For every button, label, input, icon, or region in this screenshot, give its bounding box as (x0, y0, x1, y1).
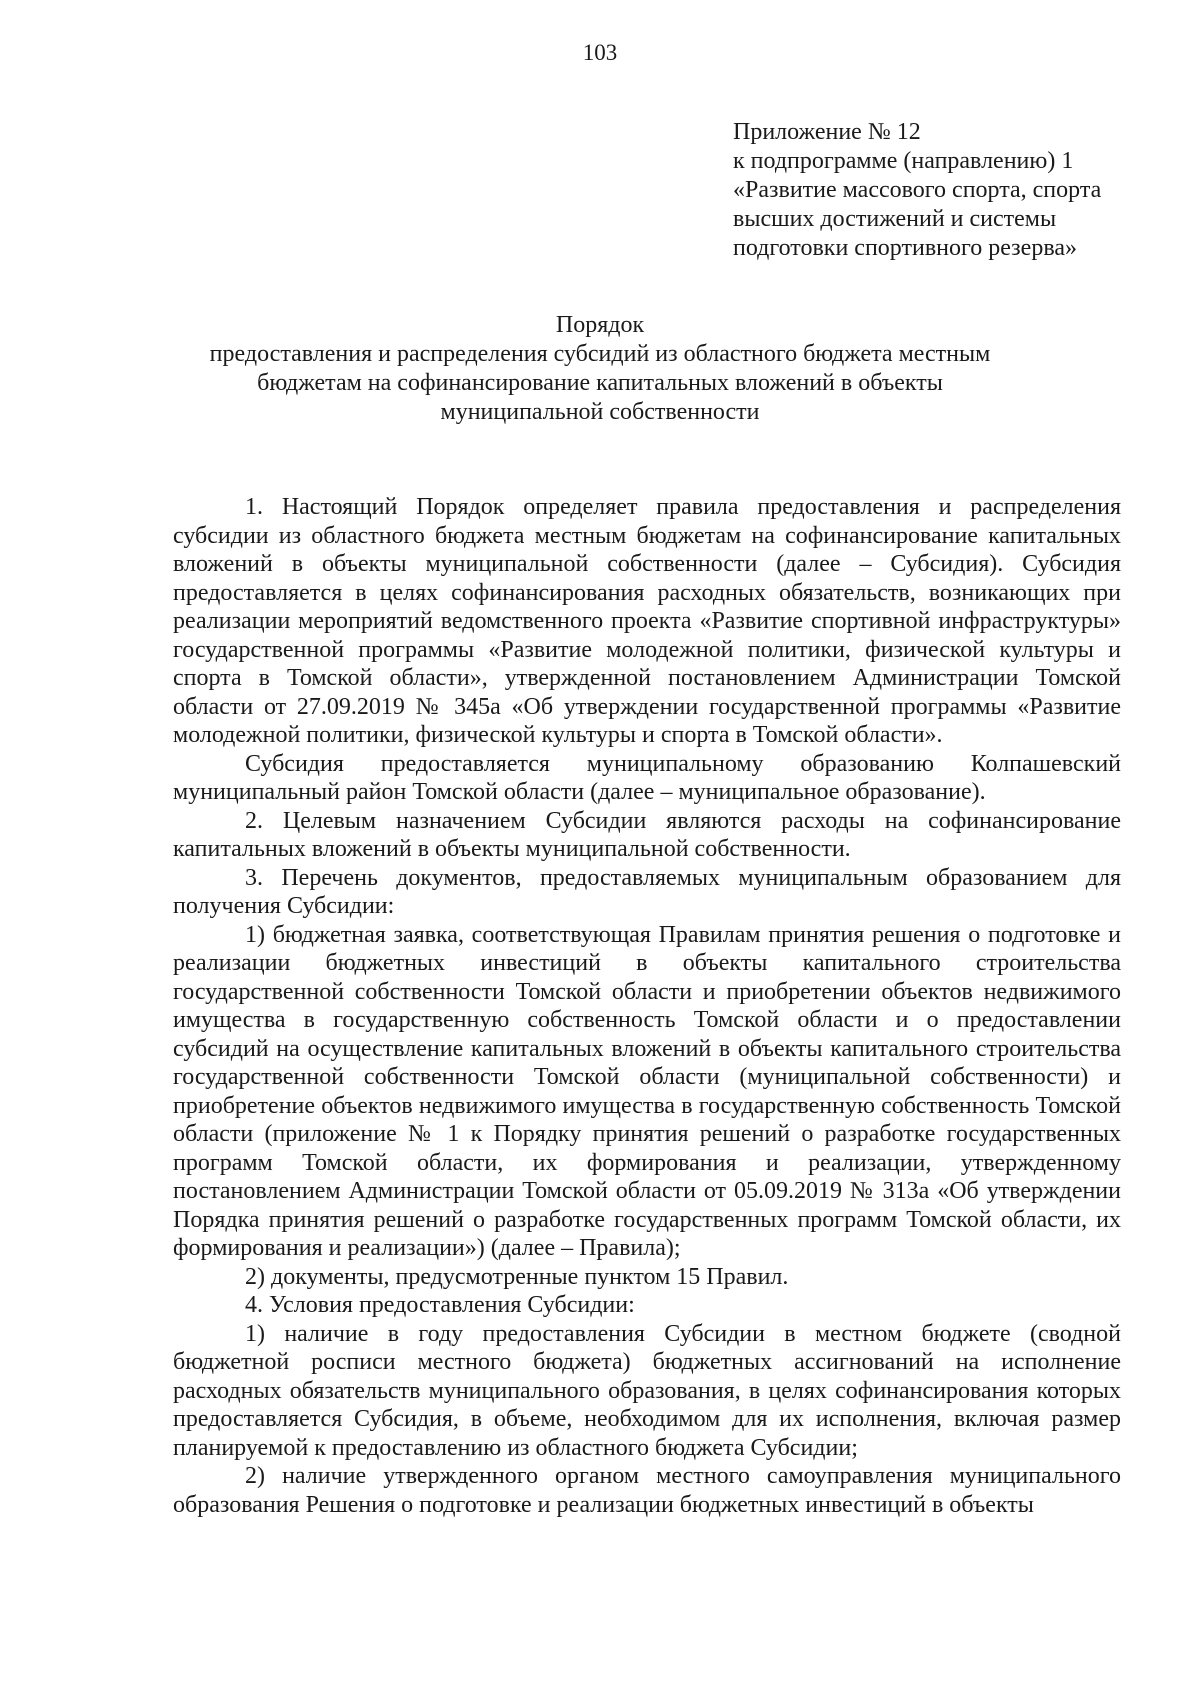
appendix-line: Приложение № 12 (733, 119, 921, 145)
document-body (173, 493, 1121, 1519)
title-line: предоставления и распределения субсидий из областного бюджета местным (209, 341, 991, 367)
appendix-line: к подпрограмме (направлению) 1 (733, 148, 1074, 174)
paragraph-4-item-2: 2) наличие утвержденного органом местного самоуправления муниципального образования Решения о подготовке и реализации бюджетных инвестиций в объекты (173, 1463, 1121, 1518)
paragraph-3-item-1: 1) бюджетная заявка, соответствующая Правилам принятия решения о подготовке и реализации бюджетных инвестиций в объекты капитального строительства государственной собственности Томской области и приобретении объектов недвижимого имущества в государственную собственность Томской области и о предоставлении субсидий на осуществление капитальных вложений в объекты капитального строительства государственной собственности Томской области (муниципальной собственности) и приобретение объектов недвижимого имущества в государственную собственность Томской области (приложение № 1 к Порядку принятия решений о разработке государственных программ Томской области, их формирования и реализации, утвержденному постановлением Администрации Томской области от 05.09.2019 № 313а «Об утверждении Порядка принятия решений о разработке государственных программ Томской области, их формирования и реализации») (далее – Правила); (173, 921, 1121, 1261)
document-title (0, 311, 1200, 427)
appendix-header (733, 118, 1153, 263)
paragraph-1: 1. Настоящий Порядок определяет правила предоставления и распределения субсидии из областного бюджета местным бюджетам на софинансирование капитальных вложений в объекты муниципальной собственности (далее – Субсидия). Субсидия предоставляется в целях софинансирования расходных обязательств, возникающих при реализации мероприятий ведомственного проекта «Развитие спортивной инфраструктуры» государственной программы «Развитие молодежной политики, физической культуры и спорта в Томской области», утвержденной постановлением Администрации Томской области от 27.09.2019 № 345а «Об утверждении государственной программы «Развитие молодежной политики, физической культуры и спорта в Томской области». (173, 494, 1121, 748)
paragraph-subsidy-recipient: Субсидия предоставляется муниципальному образованию Колпашевский муниципальный район Томской области (далее – муниципальное образование). (173, 750, 1121, 805)
paragraph-4-item-1: 1) наличие в году предоставления Субсидии в местном бюджете (сводной бюджетной росписи местного бюджета) бюджетных ассигнований на исполнение расходных обязательств муниципального образования, в целях софинансирования которых предоставляется Субсидия, в объеме, необходимом для их исполнения, включая размер планируемой к предоставлению из областного бюджета Субсидии; (173, 1320, 1121, 1461)
appendix-line: высших достижений и системы (733, 206, 1057, 232)
appendix-line: «Развитие массового спорта, спорта (733, 177, 1102, 203)
paragraph-4: 4. Условия предоставления Субсидии: (245, 1292, 635, 1318)
paragraph-3: 3. Перечень документов, предоставляемых муниципальным образованием для получения Субсидии: (173, 864, 1121, 919)
appendix-line: подготовки спортивного резерва» (733, 235, 1077, 261)
paragraph-3-item-2: 2) документы, предусмотренные пунктом 15 Правил. (245, 1263, 789, 1290)
paragraph-2: 2. Целевым назначением Субсидии являются расходы на софинансирование капитальных вложений в объекты муниципальной собственности. (173, 807, 1121, 862)
title-heading: Порядок (555, 312, 645, 338)
page-number: 103 (582, 40, 618, 65)
title-line: муниципальной собственности (440, 399, 760, 425)
title-line: бюджетам на софинансирование капитальных вложений в объекты (257, 370, 943, 396)
